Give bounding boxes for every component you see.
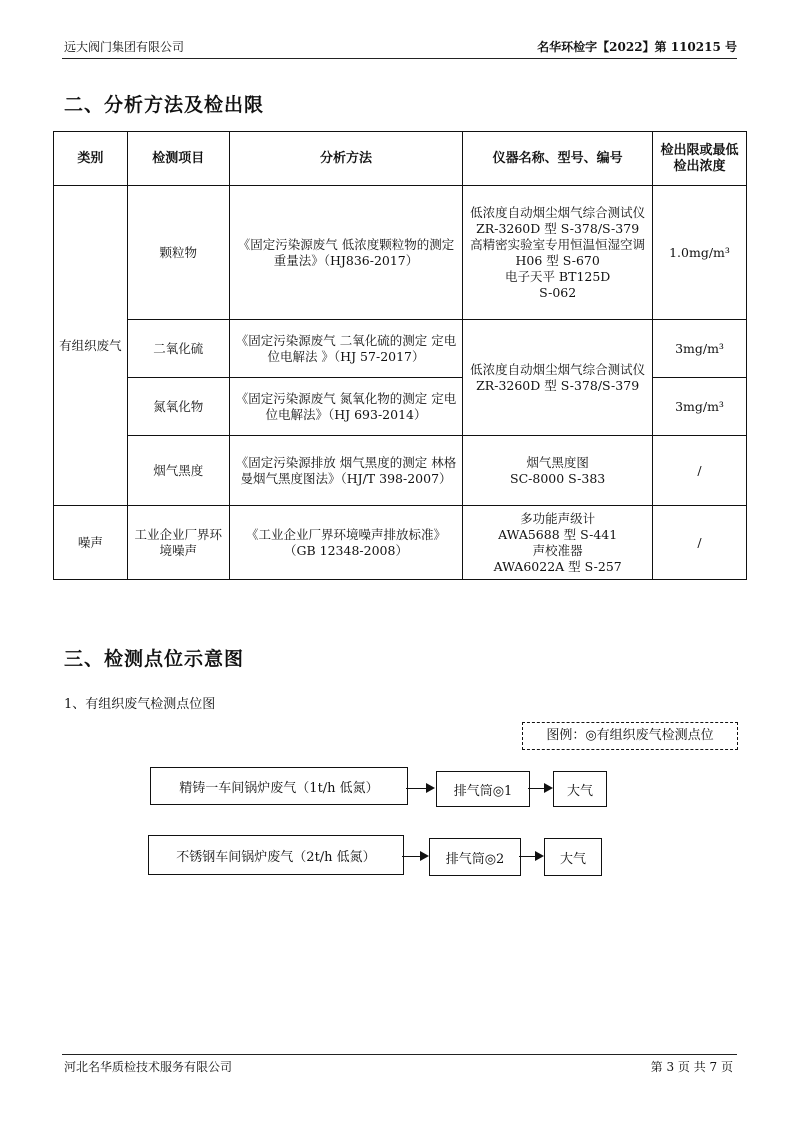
method-cell: 《固定污染源废气 氮氧化物的测定 定电位电解法》（HJ 693-2014） — [229, 378, 463, 436]
instrument-line: 电子天平 BT125D — [504, 268, 611, 284]
col-header-limit: 检出限或最低检出浓度 — [653, 132, 747, 186]
category-cell: 有组织废气 — [54, 186, 128, 506]
instrument-cell — [463, 436, 653, 506]
instrument-line: 高精密实验室专用恒温恒湿空调 H06 型 S-670 — [470, 236, 646, 268]
header-report-number: 名华环检字【2022】第 110215 号 — [537, 40, 737, 54]
limit-cell: / — [653, 436, 747, 506]
header-company: 远大阀门集团有限公司 — [64, 40, 185, 54]
footer-company: 河北名华质检技术服务有限公司 — [64, 1060, 233, 1074]
limit-cell: 1.0mg/m³ — [653, 186, 747, 320]
header-divider — [62, 58, 737, 59]
table-row — [54, 186, 747, 320]
table-row — [54, 436, 747, 506]
connector-arrow — [406, 788, 427, 789]
instrument-line: 多功能声级计 — [520, 510, 596, 526]
instrument-line: ZR-3260D 型 S-378/S-379 — [476, 220, 640, 236]
section2-title: 二、分析方法及检出限 — [64, 94, 265, 116]
table-row — [54, 506, 747, 580]
method-cell: 《固定污染源废气 低浓度颗粒物的测定 重量法》（HJ836-2017） — [229, 186, 463, 320]
instrument-line: AWA6022A 型 S-257 — [493, 558, 622, 574]
limit-cell: / — [653, 506, 747, 580]
diagram-legend: 图例：◎有组织废气检测点位 — [522, 722, 738, 750]
method-cell: 《固定污染源排放 烟气黑度的测定 林格曼烟气黑度图法》（HJ/T 398-2007） — [229, 436, 463, 506]
instrument-line: 烟气黑度图 — [526, 454, 589, 470]
connector-arrow — [519, 856, 536, 857]
footer-divider — [62, 1054, 737, 1055]
table-row — [54, 320, 747, 378]
analysis-methods-table — [53, 131, 747, 580]
method-cell: 《工业企业厂界环境噪声排放标准》 （GB 12348-2008） — [229, 506, 463, 580]
stack-box-2: 排气筒◎2 — [429, 838, 521, 876]
arrow-right-icon — [535, 851, 544, 861]
instrument-line: AWA5688 型 S-441 — [498, 526, 618, 542]
footer-page-number: 第 3 页 共 7 页 — [650, 1060, 733, 1074]
instrument-cell — [463, 320, 653, 436]
category-cell: 噪声 — [54, 506, 128, 580]
method-cell: 《固定污染源废气 二氧化硫的测定 定电位电解法 》（HJ 57-2017） — [229, 320, 463, 378]
table-header-row — [54, 132, 747, 186]
col-header-method: 分析方法 — [229, 132, 463, 186]
item-cell: 颗粒物 — [127, 186, 229, 320]
col-header-category: 类别 — [54, 132, 128, 186]
instrument-cell — [463, 186, 653, 320]
arrow-right-icon — [420, 851, 429, 861]
source-box-2: 不锈钢车间锅炉废气（2t/h 低氮） — [148, 835, 404, 875]
col-header-item: 检测项目 — [127, 132, 229, 186]
item-cell: 工业企业厂界环境噪声 — [127, 506, 229, 580]
limit-cell: 3mg/m³ — [653, 378, 747, 436]
limit-cell: 3mg/m³ — [653, 320, 747, 378]
item-cell: 烟气黑度 — [127, 436, 229, 506]
instrument-line: S-062 — [539, 284, 577, 300]
instrument-line: ZR-3260D 型 S-378/S-379 — [476, 377, 640, 393]
section3-title: 三、检测点位示意图 — [64, 648, 245, 670]
arrow-right-icon — [426, 783, 435, 793]
instrument-line: 低浓度自动烟尘烟气综合测试仪 — [470, 204, 646, 220]
stack-box-1: 排气筒◎1 — [436, 771, 530, 807]
instrument-cell — [463, 506, 653, 580]
col-header-instrument: 仪器名称、型号、编号 — [463, 132, 653, 186]
instrument-line: 低浓度自动烟尘烟气综合测试仪 — [470, 361, 646, 377]
item-cell: 氮氧化物 — [127, 378, 229, 436]
diagram-subheading: 1、有组织废气检测点位图 — [64, 697, 216, 712]
item-cell: 二氧化硫 — [127, 320, 229, 378]
connector-arrow — [402, 856, 421, 857]
source-box-1: 精铸一车间锅炉废气（1t/h 低氮） — [150, 767, 408, 805]
arrow-right-icon — [544, 783, 553, 793]
instrument-line: SC-8000 S-383 — [510, 470, 606, 486]
instrument-line: 声校准器 — [532, 542, 583, 558]
connector-arrow — [528, 788, 545, 789]
sink-box-1: 大气 — [553, 771, 607, 807]
sink-box-2: 大气 — [544, 838, 602, 876]
